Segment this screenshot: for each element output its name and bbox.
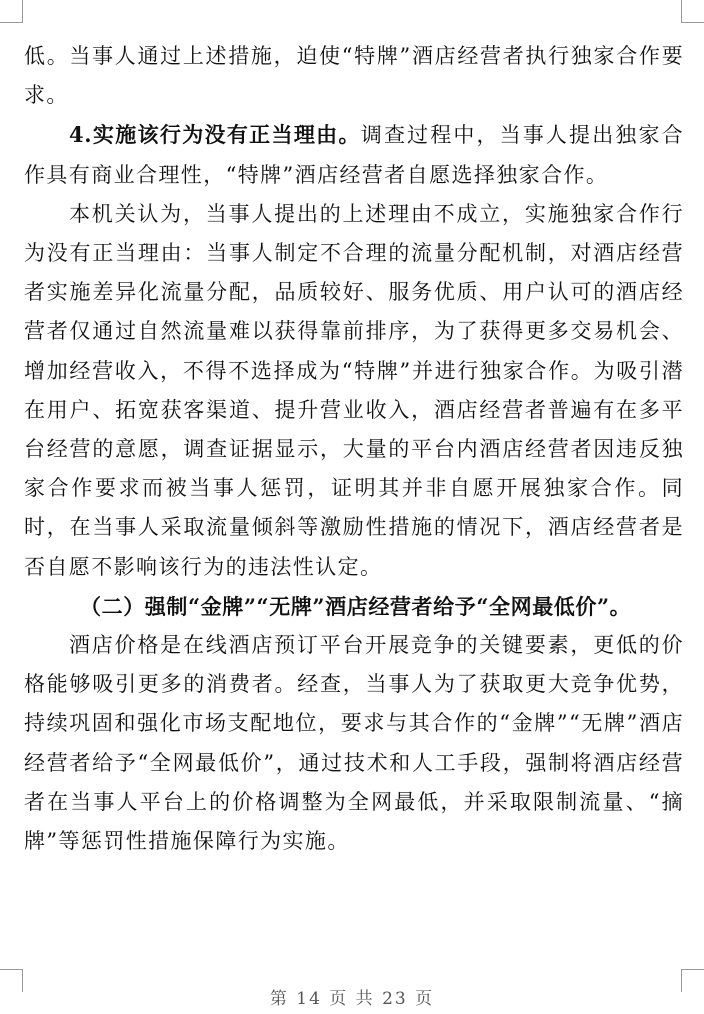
paragraph-pricing (24, 626, 684, 861)
paragraph-text: 调查过程中，当事人提出独家合作具有商业合理性，“特牌”酒店经营者自愿选择独家合作。 (24, 123, 684, 187)
paragraph-text: 本机关认为，当事人提出的上述理由不成立，实施独家合作行为没有正当理由：当事人制定不合理的流量分配机制，对酒店经营者实施差异化流量分配，品质较好、服务优质、用户认可的酒店经营者仅通过自然流量难以获得靠前排序，为了获得更多交易机会、增加经营收入，不得不选择成为“特牌”并进行独家合作。为吸引潜在用户、拓宽获客渠道、提升营业收入，酒店经营者普遍有在多平台经营的意愿，调查证据显示，大量的平台内酒店经营者因违反独家合作要求而被当事人惩罚，证明其并非自愿开展独家合作。同时，在当事人采取流量倾斜等激励性措施的情况下，酒店经营者是否自愿不影响该行为的违法性认定。 (24, 201, 684, 579)
crop-mark-top-left (0, 0, 23, 23)
paragraph-agency-finding (24, 195, 684, 587)
page-number-label: 第 14 页 共 23 页 (269, 989, 435, 1009)
paragraph-justification-claim (24, 115, 684, 194)
document-body (24, 37, 684, 861)
paragraph-continuation (24, 37, 684, 115)
crop-mark-top-right (681, 0, 704, 23)
page-footer (0, 984, 704, 1009)
paragraph-lead-heading: 4.实施该行为没有正当理由。 (69, 122, 361, 148)
section-heading-text: （二）强制“金牌”“无牌”酒店经营者给予“全网最低价”。 (80, 593, 632, 619)
paragraph-text: 低。当事人通过上述措施，迫使“特牌”酒店经营者执行独家合作要求。 (24, 44, 684, 108)
paragraph-text: 酒店价格是在线酒店预订平台开展竞争的关键要素，更低的价格能够吸引更多的消费者。经查，当事人为了获取更大竞争优势，持续巩固和强化市场支配地位，要求与其合作的“金牌”“无牌”酒店经营者给予“全网最低价”，通过技术和人工手段，强制将酒店经营者在当事人平台上的价格调整为全网最低，并采取限制流量、“摘牌”等惩罚性措施保障行为实施。 (24, 633, 684, 854)
section-heading (24, 587, 684, 626)
